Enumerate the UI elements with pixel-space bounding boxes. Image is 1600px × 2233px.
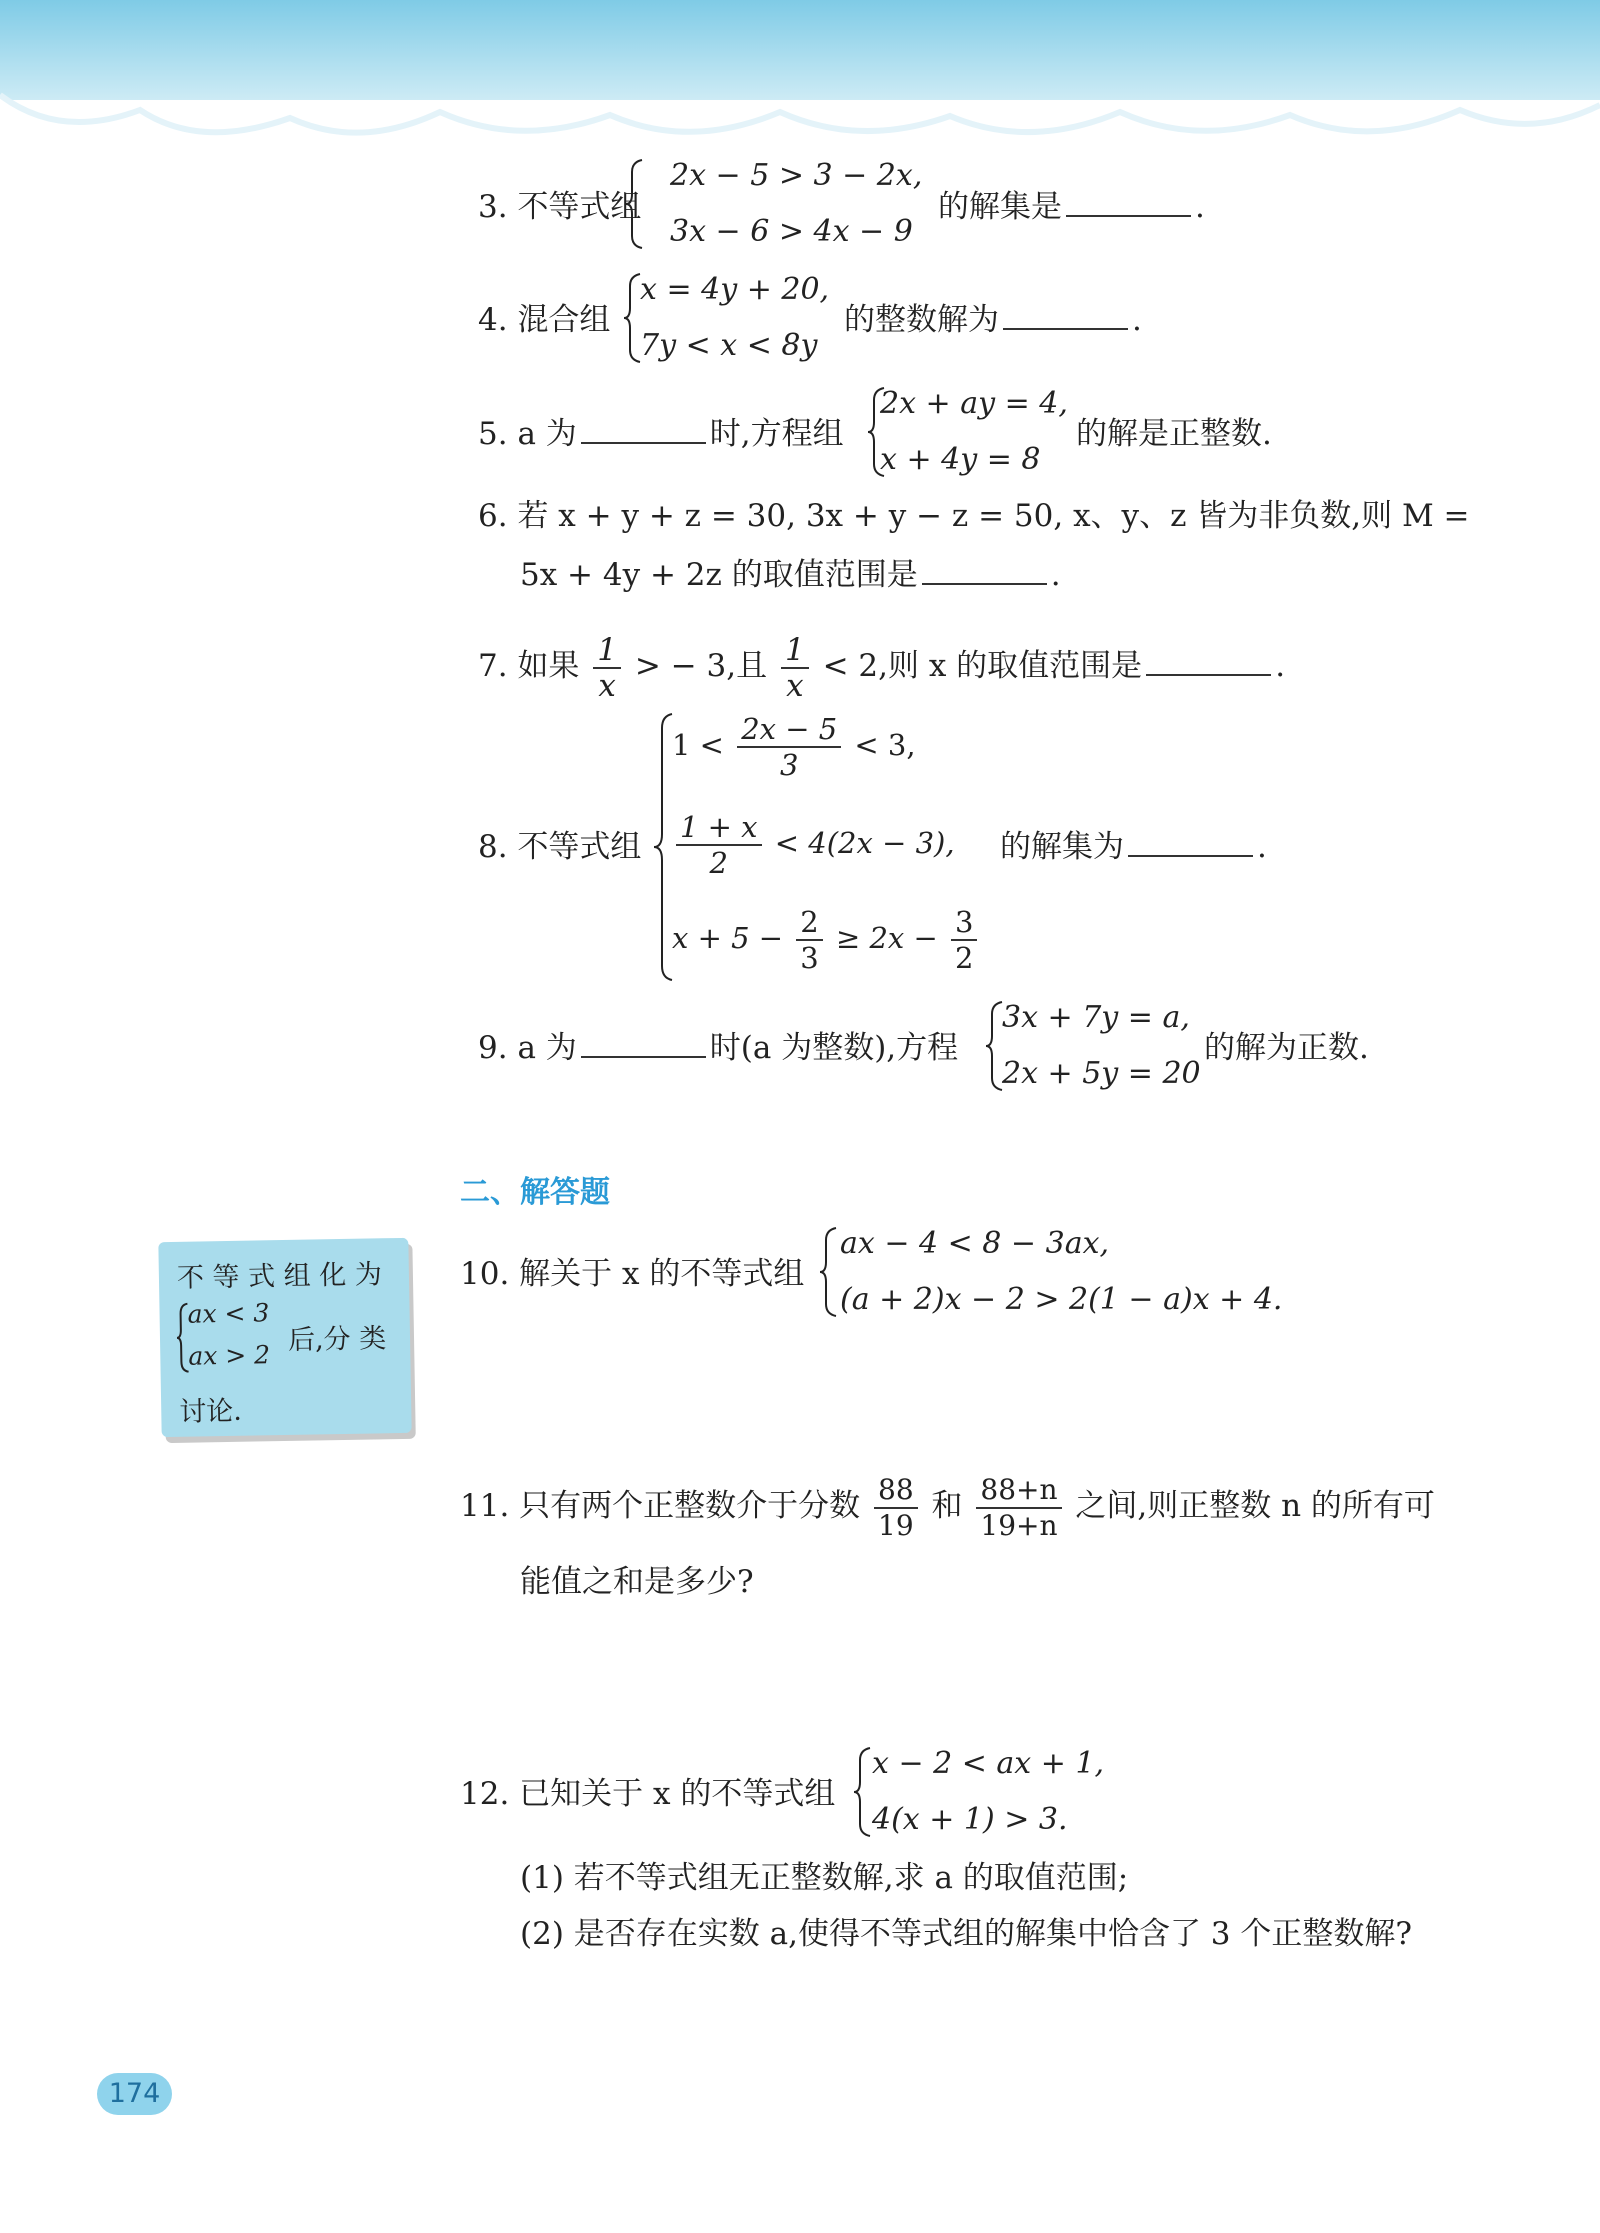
question-mid-2: < 2,则 x 的取值范围是	[822, 648, 1143, 684]
fraction	[593, 633, 621, 703]
row-text: < 4(2x − 3),	[774, 826, 955, 860]
row-text: ≥ 2x −	[835, 921, 938, 955]
system-row-3	[672, 905, 981, 975]
system-equation-2: 4(x + 1) > 3.	[872, 1802, 1068, 1837]
system-equation-2: x + 4y = 8	[880, 442, 1041, 477]
fraction	[737, 712, 841, 782]
left-brace-icon	[624, 158, 646, 250]
question-tail: 之间,则正整数 n 的所有可	[1075, 1488, 1435, 1524]
question-lead: 不等式组	[517, 189, 642, 225]
period: .	[1050, 557, 1061, 593]
sub-question-1: (1) 若不等式组无正整数解,求 a 的取值范围;	[520, 1860, 1129, 1896]
fraction-denominator: 2	[709, 846, 728, 880]
fraction-numerator: 88	[874, 1473, 918, 1509]
fraction-numerator: 2	[796, 905, 822, 941]
system-equation-2: 3x − 6 > 4x − 9	[670, 214, 913, 249]
system-equation-2: 7y < x < 8y	[640, 328, 818, 363]
note-line-3: 讨论.	[179, 1395, 243, 1428]
question-lead: 已知关于 x 的不等式组	[519, 1776, 836, 1812]
answer-blank	[922, 555, 1047, 585]
note-suffix: 后,分 类	[287, 1323, 387, 1356]
fraction-numerator: 2x − 5	[737, 712, 841, 748]
fraction	[796, 905, 822, 975]
side-note	[158, 1238, 411, 1437]
question-number: 6.	[478, 498, 508, 534]
answer-blank	[1146, 646, 1271, 676]
question-lead: 如果	[517, 648, 580, 684]
question-mid-1: > − 3,且	[634, 648, 768, 684]
fraction	[976, 1473, 1061, 1543]
question-tail: 的整数解为	[844, 302, 999, 338]
fraction-numerator: 3	[951, 905, 977, 941]
fraction-denominator: 19+n	[980, 1508, 1058, 1542]
header-sky-decoration	[0, 0, 1600, 150]
question-mid: 和	[931, 1488, 963, 1524]
note-line-1: 不 等 式 组 化 为	[176, 1259, 383, 1294]
system-equation-2: (a + 2)x − 2 > 2(1 − a)x + 4.	[840, 1282, 1283, 1317]
fraction-denominator: 2	[955, 941, 974, 975]
question-tail: 的解为正数.	[1204, 1030, 1369, 1066]
fraction	[676, 810, 762, 880]
question-number: 8.	[478, 829, 508, 865]
fraction	[874, 1473, 918, 1543]
system-row-2	[672, 810, 955, 880]
fraction-numerator: 1	[781, 633, 809, 669]
row-text: < 3,	[854, 728, 916, 762]
sub-question-2: (2) 是否存在实数 a,使得不等式组的解集中恰含了 3 个正整数解?	[520, 1916, 1413, 1952]
question-lead: 不等式组	[517, 829, 642, 865]
fraction-denominator: x	[786, 667, 804, 704]
period: .	[1132, 302, 1142, 338]
system-equation-1: 2x + ay = 4,	[880, 386, 1068, 421]
fraction-denominator: 19	[878, 1508, 914, 1542]
question-line-2: 5x + 4y + 2z 的取值范围是	[520, 557, 918, 593]
row-text: x + 5 −	[672, 921, 784, 955]
question-number: 9.	[478, 1030, 508, 1066]
system-equation-1: x − 2 < ax + 1,	[872, 1746, 1105, 1781]
system-equation-1: x = 4y + 20,	[640, 272, 830, 307]
question-line-2: 能值之和是多少?	[520, 1564, 754, 1600]
system-equation-2: 2x + 5y = 20	[1002, 1056, 1201, 1091]
system-equation-1: 2x − 5 > 3 − 2x,	[670, 158, 923, 193]
question-tail: 的解集是	[938, 189, 1062, 225]
answer-blank	[1003, 300, 1128, 330]
question-number: 10.	[460, 1256, 510, 1292]
period: .	[1195, 189, 1205, 225]
question-number: 7.	[478, 648, 508, 684]
fraction-numerator: 1 + x	[676, 810, 762, 846]
question-lead: a 为	[517, 416, 577, 452]
left-brace-icon	[818, 1226, 840, 1318]
answer-blank	[1066, 187, 1191, 217]
question-number: 3.	[478, 189, 508, 225]
system-equation-1: 3x + 7y = a,	[1002, 1000, 1190, 1035]
period: .	[1275, 648, 1286, 684]
system-row-1	[672, 712, 916, 782]
answer-blank	[1128, 827, 1253, 857]
question-lead: 解关于 x 的不等式组	[519, 1256, 805, 1292]
note-inequality-1: ax < 3	[187, 1298, 270, 1329]
fraction-numerator: 1	[593, 633, 621, 669]
question-number: 5.	[478, 416, 508, 452]
row-text: 1 <	[672, 728, 724, 762]
question-lead: 混合组	[517, 302, 611, 338]
left-brace-icon	[852, 1746, 874, 1838]
question-number: 11.	[460, 1488, 510, 1524]
answer-blank	[581, 414, 706, 444]
fraction-numerator: 88+n	[976, 1473, 1061, 1509]
question-line-1: 若 x + y + z = 30, 3x + y − z = 50, x、y、z 皆为非负数,则 M =	[517, 498, 1470, 534]
fraction-denominator: x	[598, 667, 616, 704]
question-mid: 时(a 为整数),方程	[709, 1030, 959, 1066]
question-mid: 时,方程组	[709, 416, 844, 452]
question-lead: a 为	[517, 1030, 577, 1066]
answer-blank	[581, 1028, 706, 1058]
question-number: 12.	[460, 1776, 510, 1812]
note-inequality-2: ax > 2	[188, 1340, 271, 1371]
fraction-denominator: 3	[800, 941, 819, 975]
question-lead: 只有两个正整数介于分数	[519, 1488, 861, 1524]
section-title: 二、解答题	[460, 1175, 610, 1210]
fraction-denominator: 3	[779, 748, 799, 782]
question-tail: 的解是正整数.	[1076, 416, 1272, 452]
period: .	[1257, 829, 1267, 865]
question-tail: 的解集为	[1000, 829, 1124, 865]
question-number: 4.	[478, 302, 508, 338]
fraction	[951, 905, 977, 975]
system-equation-1: ax − 4 < 8 − 3ax,	[840, 1226, 1110, 1261]
page-number: 174	[97, 2073, 172, 2115]
fraction	[781, 633, 809, 703]
